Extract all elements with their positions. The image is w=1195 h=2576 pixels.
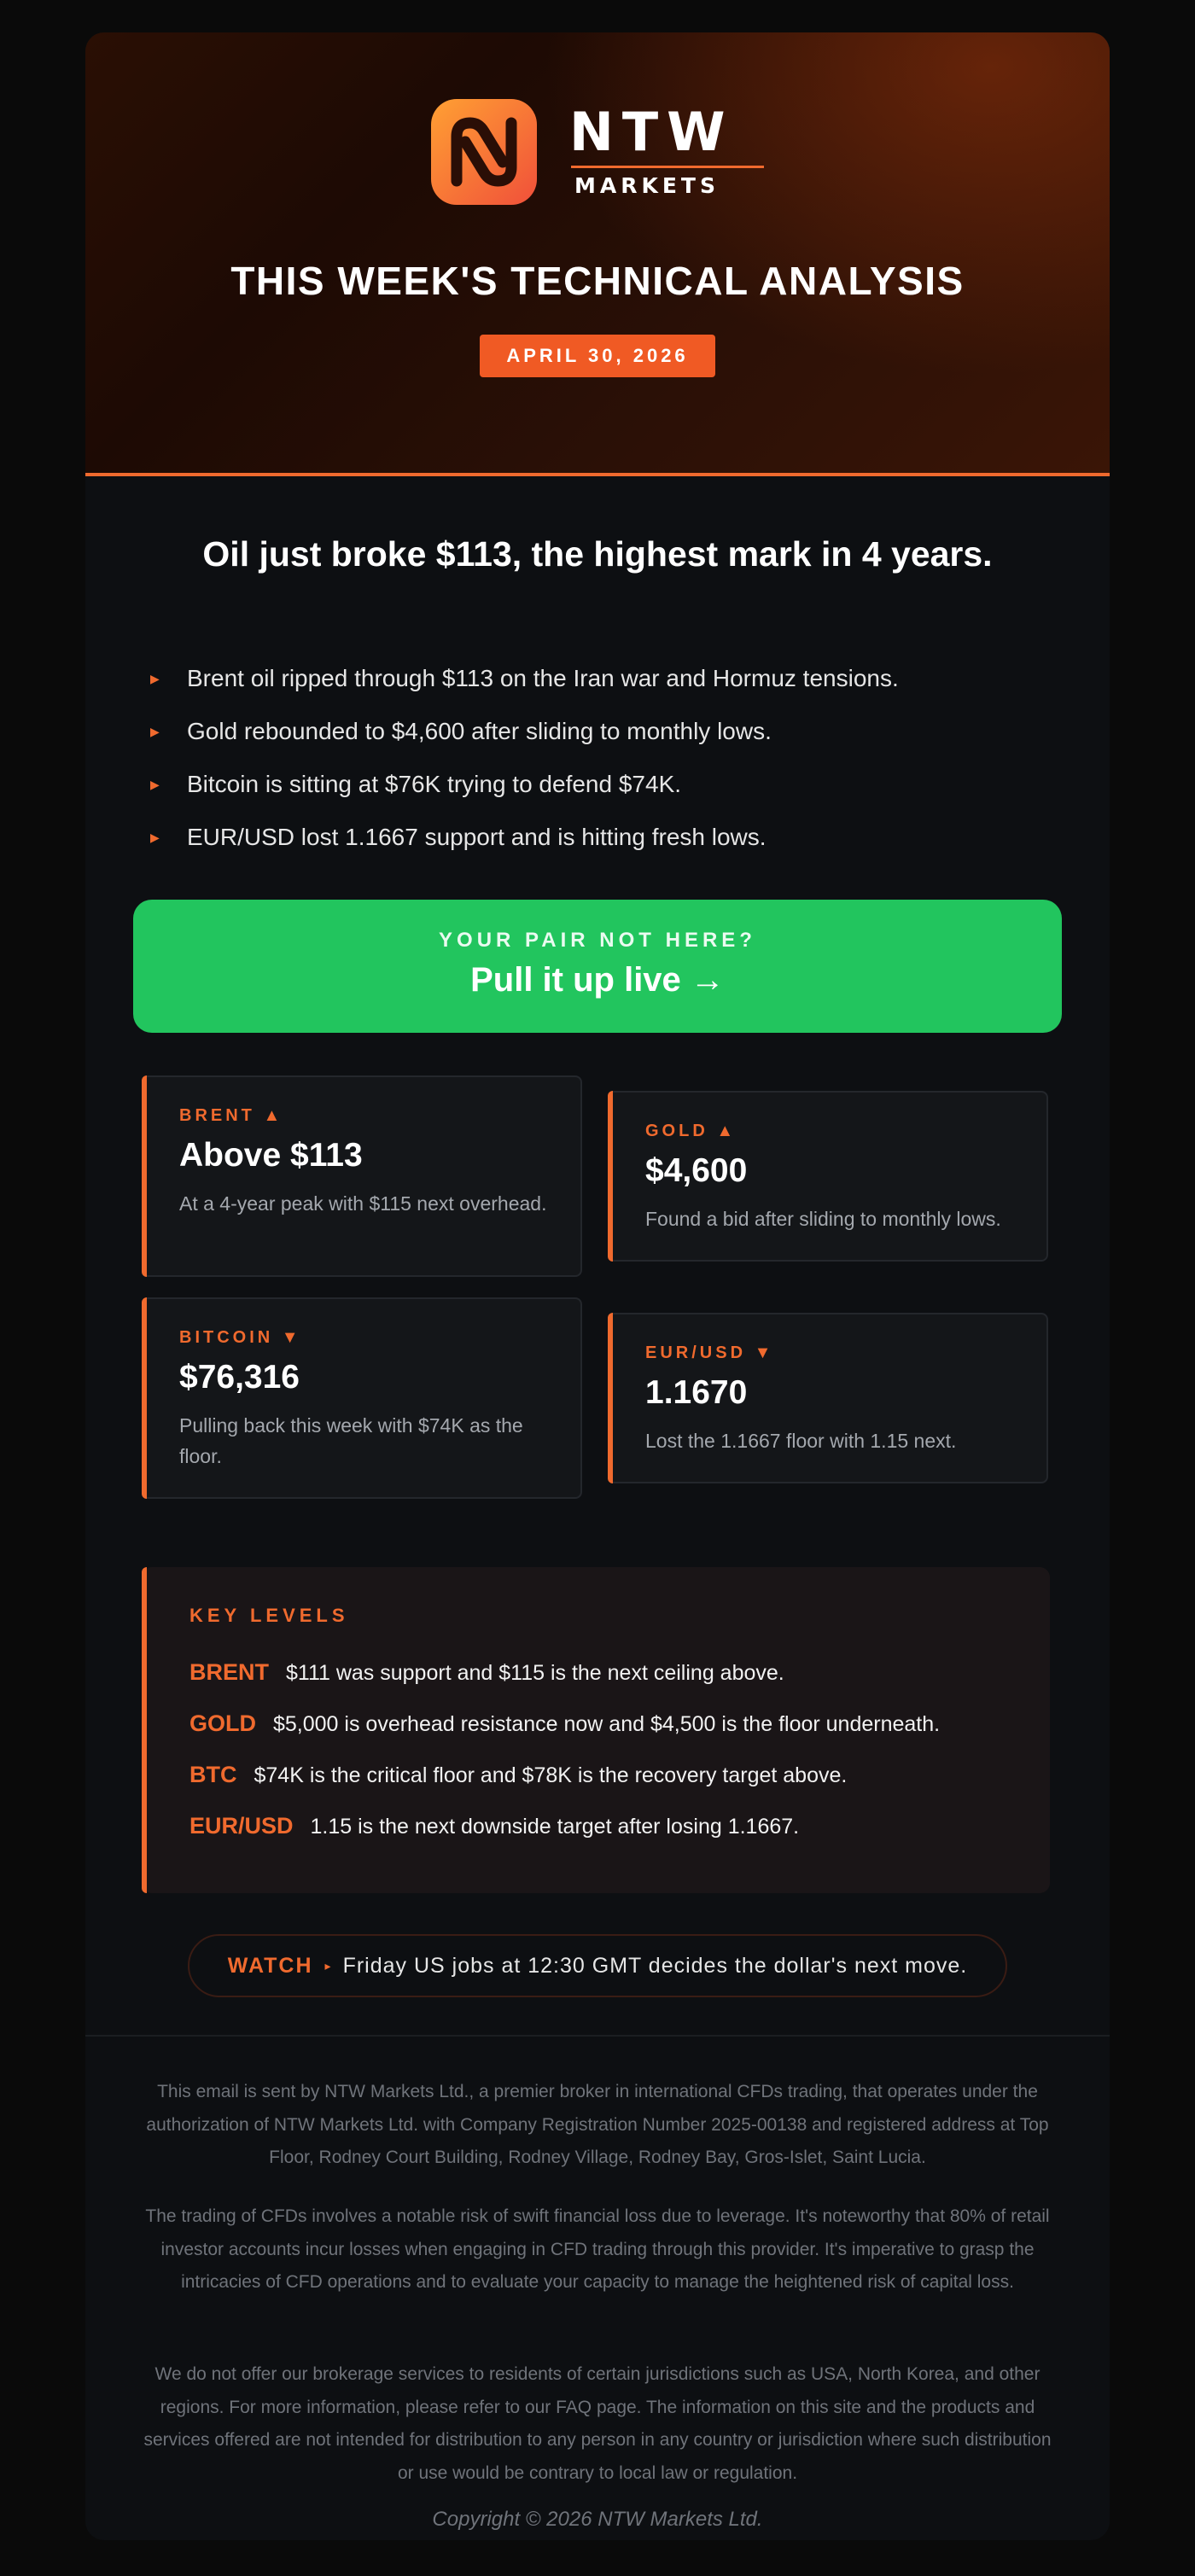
triangle-right-icon: ▸ (324, 1959, 331, 1973)
cta-label: Pull it up live → (470, 961, 725, 999)
list-item-text: Bitcoin is sitting at $76K trying to defend $74K. (187, 771, 682, 797)
key-levels-panel (142, 1567, 1050, 1893)
triangle-right-icon: ▶ (150, 778, 160, 791)
key-level-ticker: BRENT (189, 1659, 269, 1685)
key-level-text: 1.15 is the next downside target after losing 1.1667. (310, 1815, 800, 1839)
card-description: Found a bid after sliding to monthly lows. (645, 1208, 1001, 1230)
date-badge: APRIL 30, 2026 (480, 335, 715, 377)
key-level-ticker: BTC (189, 1762, 237, 1787)
card-description: At a 4-year peak with $115 next overhead. (179, 1192, 547, 1215)
triangle-right-icon: ▶ (150, 672, 160, 685)
market-card-bitcoin (142, 1297, 582, 1499)
brand-divider (571, 166, 764, 168)
brand-name: NTW (569, 101, 734, 163)
card-value: $4,600 (645, 1152, 748, 1189)
email-header (85, 32, 1110, 476)
card-description: Pulling back this week with $74K as the floor. (179, 1414, 523, 1467)
triangle-right-icon: ▶ (150, 725, 160, 738)
card-description: Lost the 1.1667 floor with 1.15 next. (645, 1430, 957, 1452)
ntw-logo-mark-icon (431, 99, 537, 205)
card-value: Above $113 (179, 1137, 363, 1174)
key-level-text: $74K is the critical floor and $78K is the recovery target above. (254, 1763, 848, 1787)
pull-it-up-live-button[interactable] (133, 900, 1062, 1033)
list-item (150, 652, 1072, 705)
triangle-right-icon: ▶ (150, 830, 160, 844)
key-level-text: $111 was support and $115 is the next ceiling above. (286, 1661, 784, 1685)
key-level-row (189, 1711, 940, 1737)
card-label: BITCOIN ▼ (179, 1328, 302, 1347)
email-container (85, 32, 1110, 2540)
list-item-text: EUR/USD lost 1.1667 support and is hitting fresh lows. (187, 824, 767, 850)
list-item (150, 758, 1072, 811)
watch-text: Friday US jobs at 12:30 GMT decides the dollar's next move. (342, 1954, 968, 1978)
brand-subtitle: MARKETS (574, 173, 720, 198)
watch-callout (188, 1934, 1007, 1997)
headline: Oil just broke $113, the highest mark in 4 years. (202, 534, 993, 574)
footer-legal-paragraph: This email is sent by NTW Markets Ltd., a premier broker in international CFDs trading, that operates under the authorization of NTW Markets Ltd. with Company Registration Number 2025-00138 and registered address at Top Floor, Rodney Court Building, Rodney Village, Rodney Bay, Gros-Islet, Saint Lucia. (146, 2082, 1049, 2167)
key-level-text: $5,000 is overhead resistance now and $4,500 is the floor underneath. (273, 1712, 941, 1736)
brand-logo[interactable] (431, 99, 772, 210)
key-level-row (189, 1762, 847, 1788)
footer-divider (85, 2035, 1110, 2037)
list-item-text: Gold rebounded to $4,600 after sliding to monthly lows. (187, 718, 772, 744)
watch-label: WATCH (227, 1954, 313, 1978)
key-levels-title: KEY LEVELS (189, 1605, 349, 1626)
market-card-gold (608, 1091, 1048, 1262)
card-label: BRENT ▲ (179, 1106, 284, 1125)
key-level-ticker: EUR/USD (189, 1813, 294, 1839)
list-item (150, 705, 1072, 758)
footer-jurisdiction-paragraph: We do not offer our brokerage services to residents of certain jurisdictions such as USA, North Korea, and other regions. For more information, please refer to our FAQ page. The information on this site and the products and services offered are not intended for distribution to any person in any country or jurisdiction where such distribution or use would be contrary to local law or regulation. (143, 2364, 1052, 2483)
key-level-row (189, 1813, 799, 1839)
list-item-text: Brent oil ripped through $113 on the Iran war and Hormuz tensions. (187, 665, 899, 691)
card-label: GOLD ▲ (645, 1122, 737, 1140)
market-card-brent (142, 1075, 582, 1277)
cta-eyebrow: YOUR PAIR NOT HERE? (439, 929, 756, 952)
newsletter-title: THIS WEEK'S TECHNICAL ANALYSIS (230, 259, 965, 303)
key-level-row (189, 1659, 784, 1686)
market-card-eurusd (608, 1313, 1048, 1483)
card-value: $76,316 (179, 1359, 300, 1396)
summary-list (150, 652, 1072, 864)
card-value: 1.1670 (645, 1374, 748, 1411)
list-item (150, 811, 1072, 864)
key-level-ticker: GOLD (189, 1711, 256, 1736)
copyright: Copyright © 2026 NTW Markets Ltd. (432, 2508, 763, 2531)
card-label: EUR/USD ▼ (645, 1343, 775, 1362)
footer-risk-paragraph: The trading of CFDs involves a notable risk of swift financial loss due to leverage. It's noteworthy that 80% of retail investor accounts incur losses when engaging in CFD trading through this provider. It's imperative to grasp the intricacies of CFD operations and to evaluate your capacity to manage the heightened risk of capital loss. (145, 2206, 1050, 2292)
